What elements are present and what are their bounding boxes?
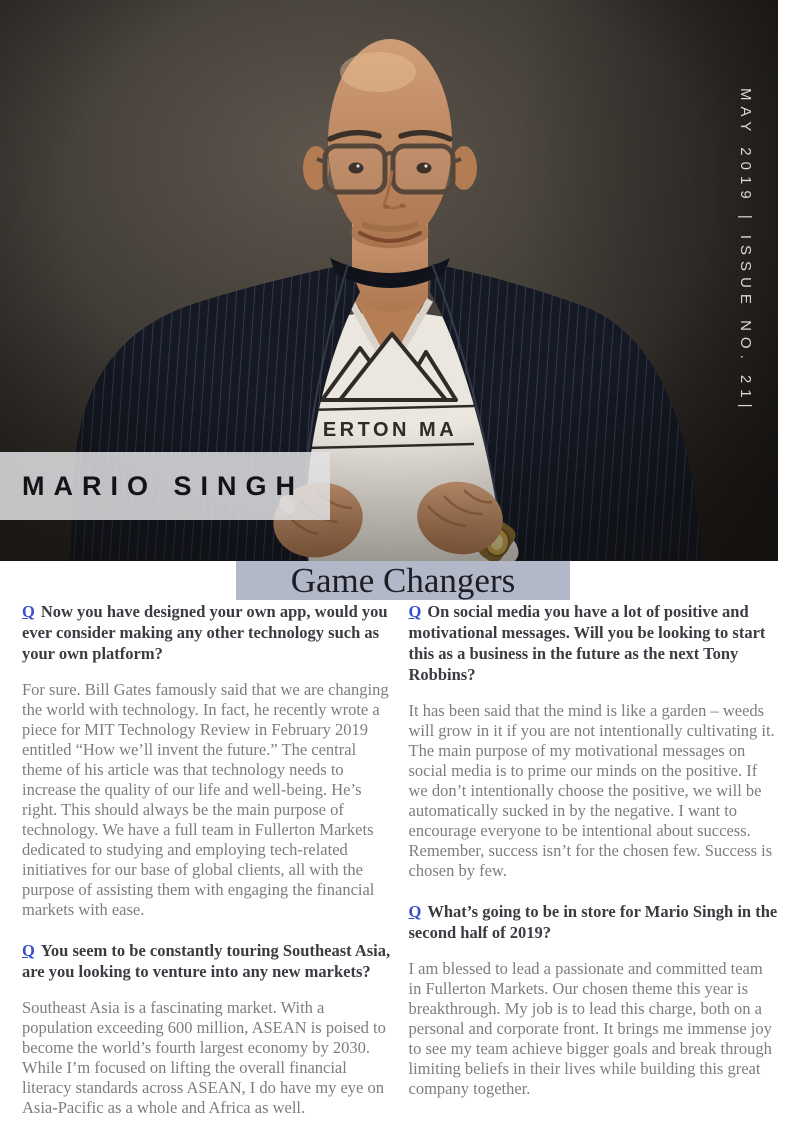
question-4-text: What’s going to be in store for Mario Singh in the second half of 2019? — [408, 902, 778, 942]
answer-2: Southeast Asia is a fascinating market. With a population exceeding 600 million, ASEAN is poised to become the world’s fourth largest economy by 2030. While I’m focused on lifting the overall financial literacy standards across ASEAN, I do have my eye on Asia-Pacific as a whole and Africa as well. — [22, 998, 386, 1117]
question-1 — [22, 601, 392, 664]
question-2 — [22, 940, 392, 982]
answer-4: I am blessed to lead a passionate and committed team in Fullerton Markets. Our chosen theme this year is breakthrough. My job is to lead this charge, both on a personal and corporate front. It brings me immense joy to see my team achieve bigger goals and break through limiting beliefs in their lives while building this great company together. — [408, 959, 772, 1098]
question-4 — [409, 901, 779, 943]
q-marker: Q — [22, 602, 35, 621]
q-marker: Q — [408, 602, 422, 621]
issue-label: MAY 2019 | ISSUE NO. 21| — [737, 88, 754, 414]
question-1-text: Now you have designed your own app, would you ever consider making any other technology such as your own platform? — [22, 602, 388, 663]
article-column-right — [409, 601, 779, 1123]
answer-3: It has been said that the mind is like a garden – weeds will grow in it if you are not intentionally cultivating it. The main purpose of my motivational messages on social media is to prime our minds on the positive. If we don’t intentionally choose the positive, we will be automatically sucked in by the negative. I want to encourage everyone to be intentional about success. Remember, success isn’t for the chosen few. Success is chosen by few. — [408, 701, 775, 880]
hero-photo — [0, 0, 778, 561]
question-2-text: You seem to be constantly touring Southeast Asia, are you looking to venture into any new markets? — [22, 941, 391, 981]
q-marker: Q — [408, 902, 422, 921]
answer-1: For sure. Bill Gates famously said that we are changing the world with technology. In fact, he recently wrote a piece for MIT Technology Review in February 2019 entitled “How we’ll invent the future.” The central theme of his article was that technology needs to increase the quality of our life and well-being. He’s right. This should always be the main purpose of technology. We have a full team in Fullerton Markets dedicated to studying and employing tech-related initiatives for our base of global clients, all with the purpose of assisting them with engaging the financial markets with ease. — [22, 680, 389, 919]
headline: Game Changers — [236, 561, 570, 600]
name-banner: MARIO SINGH — [0, 452, 330, 520]
question-3 — [409, 601, 779, 685]
article-columns — [22, 601, 778, 1123]
question-3-text: On social media you have a lot of positive and motivational messages. Will you be looking to start this as a business in the future as the next Tony Robbins? — [408, 602, 766, 684]
q-marker: Q — [22, 941, 35, 960]
article-column-left — [22, 601, 392, 1123]
